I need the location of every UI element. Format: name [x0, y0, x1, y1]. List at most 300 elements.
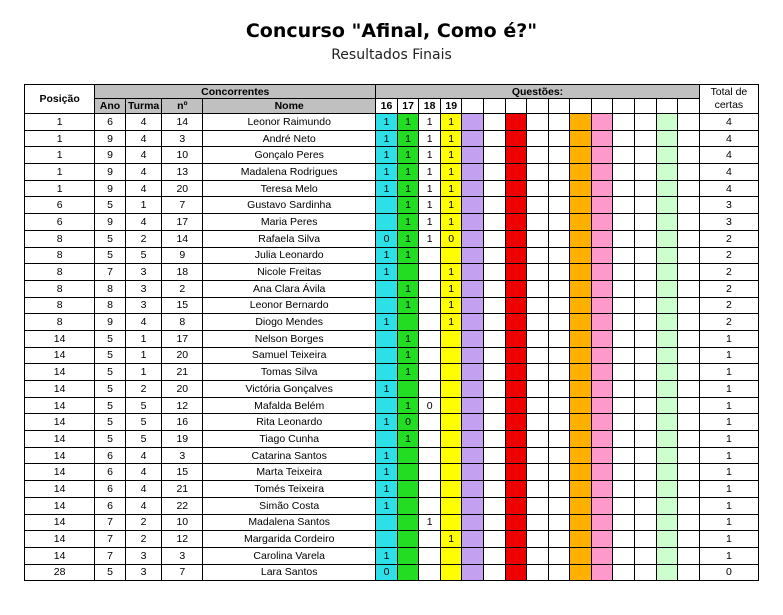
table-row [25, 447, 759, 464]
cell-total: 4 [699, 147, 758, 164]
cell-ano: 8 [95, 280, 126, 297]
cell-question-blank [570, 347, 592, 364]
cell-question-blank [570, 164, 592, 181]
cell-question-0 [376, 197, 398, 214]
cell-question-blank [505, 164, 527, 181]
cell-question-blank [548, 164, 570, 181]
cell-question-2 [419, 297, 441, 314]
cell-question-0: 1 [376, 547, 398, 564]
cell-nome: Carolina Varela [203, 547, 376, 564]
table-row [25, 264, 759, 281]
cell-question-blank [484, 180, 506, 197]
cell-turma: 3 [125, 297, 162, 314]
cell-question-3 [440, 381, 462, 398]
cell-question-blank [678, 147, 700, 164]
cell-question-blank [656, 464, 678, 481]
cell-question-blank [678, 180, 700, 197]
cell-question-blank [527, 497, 549, 514]
cell-question-blank [591, 297, 613, 314]
cell-turma: 4 [125, 180, 162, 197]
cell-question-3: 1 [440, 531, 462, 548]
cell-question-0 [376, 280, 398, 297]
cell-question-blank [570, 364, 592, 381]
cell-nome: Teresa Melo [203, 180, 376, 197]
cell-question-blank [484, 481, 506, 498]
cell-question-blank [634, 114, 656, 131]
cell-question-blank [527, 314, 549, 331]
table-row [25, 114, 759, 131]
cell-question-1: 1 [397, 147, 419, 164]
cell-question-1 [397, 447, 419, 464]
cell-question-2: 1 [419, 114, 441, 131]
cell-ano: 5 [95, 247, 126, 264]
cell-question-blank [613, 114, 635, 131]
cell-question-0 [376, 364, 398, 381]
cell-question-1 [397, 481, 419, 498]
cell-numero: 17 [162, 214, 203, 231]
cell-question-blank [570, 514, 592, 531]
cell-question-1 [397, 564, 419, 581]
cell-question-blank [484, 347, 506, 364]
cell-question-0: 0 [376, 564, 398, 581]
cell-question-blank [570, 414, 592, 431]
cell-question-0: 1 [376, 481, 398, 498]
cell-total: 1 [699, 514, 758, 531]
cell-question-blank [634, 431, 656, 448]
cell-question-3 [440, 364, 462, 381]
cell-question-0: 1 [376, 247, 398, 264]
cell-question-blank [678, 381, 700, 398]
cell-question-blank [613, 197, 635, 214]
cell-nome: Madalena Rodrigues [203, 164, 376, 181]
cell-question-blank [527, 264, 549, 281]
table-row [25, 230, 759, 247]
cell-ano: 9 [95, 164, 126, 181]
cell-question-blank [656, 114, 678, 131]
cell-question-blank [591, 481, 613, 498]
cell-turma: 3 [125, 280, 162, 297]
cell-question-blank [505, 147, 527, 164]
cell-posicao: 8 [25, 280, 95, 297]
cell-question-1: 1 [397, 197, 419, 214]
cell-numero: 21 [162, 481, 203, 498]
cell-question-2 [419, 414, 441, 431]
cell-question-blank [484, 447, 506, 464]
cell-question-blank [613, 481, 635, 498]
cell-question-0: 1 [376, 164, 398, 181]
cell-question-3 [440, 481, 462, 498]
cell-ano: 7 [95, 264, 126, 281]
cell-numero: 18 [162, 264, 203, 281]
page-subtitle: Resultados Finais [331, 47, 452, 63]
cell-question-blank [527, 214, 549, 231]
header-nome: Nome [203, 99, 376, 114]
cell-total: 2 [699, 247, 758, 264]
cell-nome: Victória Gonçalves [203, 381, 376, 398]
cell-question-3: 1 [440, 114, 462, 131]
header-question-blank [591, 99, 613, 114]
cell-question-blank [613, 164, 635, 181]
cell-question-1: 1 [397, 247, 419, 264]
cell-total: 1 [699, 364, 758, 381]
cell-nome: Madalena Santos [203, 514, 376, 531]
cell-turma: 4 [125, 447, 162, 464]
cell-question-blank [484, 214, 506, 231]
cell-ano: 7 [95, 531, 126, 548]
table-row [25, 164, 759, 181]
cell-nome: Nicole Freitas [203, 264, 376, 281]
cell-question-blank [591, 314, 613, 331]
table-row [25, 531, 759, 548]
cell-question-blank [570, 431, 592, 448]
results-body [25, 114, 759, 581]
cell-question-blank [678, 564, 700, 581]
cell-question-blank [505, 364, 527, 381]
cell-question-blank [678, 497, 700, 514]
cell-question-blank [634, 214, 656, 231]
cell-total: 1 [699, 464, 758, 481]
cell-question-3 [440, 347, 462, 364]
cell-question-2: 1 [419, 147, 441, 164]
cell-question-1: 1 [397, 330, 419, 347]
cell-question-1: 1 [397, 397, 419, 414]
cell-question-blank [548, 197, 570, 214]
cell-question-blank [505, 414, 527, 431]
cell-question-blank [527, 397, 549, 414]
cell-question-2 [419, 464, 441, 481]
cell-question-blank [634, 547, 656, 564]
cell-question-blank [613, 547, 635, 564]
cell-posicao: 14 [25, 347, 95, 364]
cell-question-blank [634, 497, 656, 514]
cell-question-blank [462, 347, 484, 364]
cell-question-blank [462, 280, 484, 297]
cell-question-3 [440, 514, 462, 531]
cell-question-blank [462, 364, 484, 381]
cell-posicao: 6 [25, 214, 95, 231]
cell-question-blank [484, 197, 506, 214]
cell-question-blank [570, 297, 592, 314]
cell-question-blank [613, 180, 635, 197]
cell-ano: 6 [95, 464, 126, 481]
cell-question-blank [484, 364, 506, 381]
cell-question-3 [440, 330, 462, 347]
header-question-blank [656, 99, 678, 114]
cell-turma: 1 [125, 364, 162, 381]
cell-question-2 [419, 447, 441, 464]
cell-question-blank [527, 164, 549, 181]
header-turma: Turma [125, 99, 162, 114]
cell-question-0: 1 [376, 114, 398, 131]
cell-posicao: 14 [25, 514, 95, 531]
header-posicao: Posição [25, 85, 95, 114]
cell-question-blank [634, 264, 656, 281]
cell-question-2: 1 [419, 230, 441, 247]
header-question-0: 16 [376, 99, 398, 114]
cell-posicao: 14 [25, 547, 95, 564]
table-row [25, 514, 759, 531]
cell-question-blank [656, 531, 678, 548]
cell-question-blank [505, 330, 527, 347]
cell-question-blank [505, 497, 527, 514]
cell-posicao: 1 [25, 147, 95, 164]
cell-nome: Nelson Borges [203, 330, 376, 347]
cell-question-3 [440, 414, 462, 431]
cell-question-blank [591, 447, 613, 464]
cell-question-2 [419, 481, 441, 498]
cell-nome: Gustavo Sardinha [203, 197, 376, 214]
cell-question-1: 1 [397, 364, 419, 381]
cell-question-blank [484, 531, 506, 548]
cell-question-blank [484, 114, 506, 131]
cell-question-blank [484, 280, 506, 297]
page-title: Concurso "Afinal, Como é?" [245, 20, 538, 42]
cell-turma: 3 [125, 564, 162, 581]
cell-question-blank [656, 347, 678, 364]
cell-question-2 [419, 431, 441, 448]
cell-numero: 2 [162, 280, 203, 297]
cell-turma: 4 [125, 130, 162, 147]
cell-question-blank [591, 230, 613, 247]
cell-question-3 [440, 397, 462, 414]
cell-question-blank [634, 297, 656, 314]
cell-posicao: 28 [25, 564, 95, 581]
cell-question-blank [462, 497, 484, 514]
cell-nome: Tiago Cunha [203, 431, 376, 448]
cell-question-blank [548, 214, 570, 231]
cell-question-blank [656, 381, 678, 398]
cell-turma: 5 [125, 247, 162, 264]
cell-question-blank [591, 280, 613, 297]
cell-question-blank [591, 497, 613, 514]
cell-question-blank [505, 264, 527, 281]
cell-question-blank [505, 130, 527, 147]
cell-question-blank [527, 297, 549, 314]
cell-numero: 22 [162, 497, 203, 514]
table-row [25, 147, 759, 164]
cell-numero: 21 [162, 364, 203, 381]
cell-question-blank [634, 481, 656, 498]
cell-question-blank [462, 531, 484, 548]
cell-question-blank [548, 264, 570, 281]
cell-turma: 4 [125, 481, 162, 498]
cell-question-blank [505, 397, 527, 414]
cell-question-blank [656, 230, 678, 247]
cell-question-blank [462, 464, 484, 481]
table-row [25, 481, 759, 498]
cell-question-2 [419, 497, 441, 514]
cell-question-0 [376, 214, 398, 231]
cell-turma: 4 [125, 114, 162, 131]
cell-question-blank [678, 247, 700, 264]
cell-question-2 [419, 564, 441, 581]
cell-nome: André Neto [203, 130, 376, 147]
cell-question-blank [570, 264, 592, 281]
cell-total: 1 [699, 431, 758, 448]
cell-total: 1 [699, 397, 758, 414]
cell-ano: 9 [95, 180, 126, 197]
cell-question-blank [634, 130, 656, 147]
cell-nome: Catarina Santos [203, 447, 376, 464]
cell-ano: 5 [95, 347, 126, 364]
cell-ano: 7 [95, 547, 126, 564]
cell-posicao: 14 [25, 464, 95, 481]
cell-question-blank [656, 247, 678, 264]
cell-ano: 5 [95, 381, 126, 398]
cell-posicao: 1 [25, 114, 95, 131]
cell-nome: Maria Peres [203, 214, 376, 231]
table-row [25, 180, 759, 197]
cell-numero: 9 [162, 247, 203, 264]
cell-question-blank [570, 464, 592, 481]
cell-question-blank [484, 247, 506, 264]
cell-question-2 [419, 247, 441, 264]
cell-question-blank [678, 464, 700, 481]
cell-posicao: 8 [25, 247, 95, 264]
header-concorrentes: Concorrentes [95, 85, 376, 99]
cell-question-blank [656, 197, 678, 214]
cell-question-blank [613, 130, 635, 147]
cell-nome: Leonor Bernardo [203, 297, 376, 314]
cell-posicao: 8 [25, 297, 95, 314]
cell-question-blank [591, 114, 613, 131]
header-ano: Ano [95, 99, 126, 114]
cell-question-blank [462, 330, 484, 347]
cell-question-blank [678, 397, 700, 414]
header-question-blank [678, 99, 700, 114]
cell-question-blank [678, 414, 700, 431]
cell-question-blank [613, 447, 635, 464]
cell-question-blank [678, 364, 700, 381]
cell-question-blank [527, 547, 549, 564]
cell-question-blank [548, 297, 570, 314]
cell-question-blank [484, 381, 506, 398]
cell-question-blank [634, 364, 656, 381]
cell-question-blank [548, 447, 570, 464]
cell-question-blank [591, 130, 613, 147]
cell-question-3 [440, 247, 462, 264]
cell-posicao: 14 [25, 497, 95, 514]
cell-nome: Margarida Cordeiro [203, 531, 376, 548]
cell-question-blank [678, 280, 700, 297]
cell-question-blank [462, 397, 484, 414]
cell-question-0: 1 [376, 314, 398, 331]
cell-ano: 6 [95, 497, 126, 514]
cell-question-blank [527, 464, 549, 481]
cell-question-blank [505, 314, 527, 331]
cell-question-blank [462, 414, 484, 431]
cell-question-blank [591, 214, 613, 231]
cell-question-blank [634, 164, 656, 181]
cell-nome: Rita Leonardo [203, 414, 376, 431]
cell-question-2 [419, 314, 441, 331]
cell-question-blank [484, 514, 506, 531]
cell-turma: 5 [125, 414, 162, 431]
cell-question-blank [505, 247, 527, 264]
cell-nome: Marta Teixeira [203, 464, 376, 481]
cell-question-3: 1 [440, 180, 462, 197]
cell-question-blank [484, 547, 506, 564]
cell-question-blank [527, 414, 549, 431]
cell-question-blank [591, 464, 613, 481]
cell-question-blank [548, 531, 570, 548]
cell-ano: 9 [95, 147, 126, 164]
cell-question-0: 1 [376, 147, 398, 164]
cell-question-blank [678, 514, 700, 531]
cell-nome: Tomés Teixeira [203, 481, 376, 498]
cell-ano: 5 [95, 397, 126, 414]
cell-question-blank [527, 347, 549, 364]
header-question-blank [462, 99, 484, 114]
table-row [25, 130, 759, 147]
cell-question-blank [505, 347, 527, 364]
cell-question-blank [634, 280, 656, 297]
cell-question-0: 1 [376, 180, 398, 197]
cell-ano: 5 [95, 197, 126, 214]
cell-question-blank [462, 230, 484, 247]
cell-question-blank [462, 547, 484, 564]
cell-question-blank [591, 147, 613, 164]
cell-question-blank [678, 130, 700, 147]
cell-question-blank [678, 347, 700, 364]
cell-ano: 6 [95, 481, 126, 498]
cell-nome: Diogo Mendes [203, 314, 376, 331]
cell-question-blank [527, 564, 549, 581]
cell-question-blank [613, 414, 635, 431]
cell-question-blank [484, 147, 506, 164]
cell-total: 1 [699, 481, 758, 498]
cell-question-blank [591, 330, 613, 347]
cell-question-blank [548, 564, 570, 581]
cell-question-blank [678, 531, 700, 548]
header-question-blank [548, 99, 570, 114]
cell-question-0: 0 [376, 230, 398, 247]
cell-nome: Tomas Silva [203, 364, 376, 381]
cell-turma: 1 [125, 197, 162, 214]
cell-question-blank [634, 464, 656, 481]
cell-question-3 [440, 431, 462, 448]
cell-question-blank [505, 297, 527, 314]
cell-question-blank [656, 397, 678, 414]
table-row [25, 497, 759, 514]
cell-question-blank [656, 447, 678, 464]
cell-ano: 5 [95, 330, 126, 347]
cell-question-blank [591, 514, 613, 531]
cell-turma: 2 [125, 514, 162, 531]
cell-question-blank [591, 564, 613, 581]
cell-total: 4 [699, 180, 758, 197]
cell-question-blank [484, 397, 506, 414]
cell-question-blank [570, 531, 592, 548]
cell-ano: 6 [95, 447, 126, 464]
table-row [25, 314, 759, 331]
cell-question-blank [484, 497, 506, 514]
cell-question-3: 1 [440, 264, 462, 281]
cell-question-blank [527, 330, 549, 347]
cell-question-blank [505, 514, 527, 531]
cell-question-blank [505, 531, 527, 548]
cell-numero: 7 [162, 564, 203, 581]
cell-question-blank [591, 364, 613, 381]
cell-question-blank [678, 431, 700, 448]
cell-question-blank [548, 514, 570, 531]
cell-question-blank [570, 497, 592, 514]
cell-question-blank [527, 180, 549, 197]
cell-question-blank [462, 431, 484, 448]
cell-question-blank [527, 364, 549, 381]
table-row [25, 347, 759, 364]
header-question-blank [613, 99, 635, 114]
